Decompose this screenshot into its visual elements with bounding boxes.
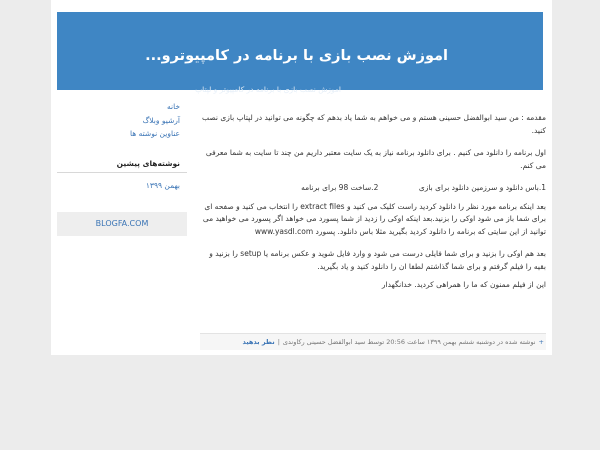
sidebar-link-post-titles[interactable]: عناوین نوشته ها: [130, 129, 180, 138]
post-paragraph: بعد اینکه برنامه مورد نظر را دانلود کردید راست کلیک می کنید و extract files را انتخاب می کنید و صفحه ای برای شما باز می شود اوکی را بزنید.بعد اینکه اوکی را زدید از شما پسورد می خواهد اگر پسورد می خواهید می توانید از این سایتی که برنامه را دانلود کردید بگیرید مثلا باس دانلود. پسورد www.yasdl.com: [202, 201, 546, 236]
sidebar-link-home[interactable]: خانه: [166, 102, 180, 111]
post-footer: [200, 333, 546, 350]
post-paragraph: اول برنامه را دانلود می کنیم . برای دانلود برنامه نیاز به یک سایت معتبر داریم من چند تا سایت به شما معرفی می کنم.: [205, 148, 546, 170]
post-paragraph: مقدمه : من سید ابوالفضل حسینی هستم و می خواهم به شما یاد بدهم که چگونه می توانید در لپتاپ بازی نصب کنید.: [201, 113, 546, 135]
sidebar-link-archive[interactable]: آرشیو وبلاگ: [142, 115, 180, 125]
post-body: [200, 112, 546, 302]
sidebar: [57, 100, 187, 236]
recent-posts-heading: نوشته‌های پیشین: [57, 155, 187, 173]
post-paragraph: این از فیلم ممنون که ما را همراهی کردید. خدانگهدار: [381, 280, 546, 289]
blog-header: [57, 12, 543, 94]
footer-separator: |: [277, 338, 280, 346]
post-paragraph: 1.باس دانلود و سرزمین دانلود برای بازی 2.ساخت 98 برای برنامه: [301, 183, 546, 192]
blog-subtitle: اموزش نصب بازی با برنامه در کامپیوتر و لپتاپ: [195, 85, 341, 94]
comment-link[interactable]: نظر بدهید: [242, 338, 275, 346]
blogfa-link[interactable]: BLOGFA.COM: [57, 212, 187, 236]
archive-month-link[interactable]: بهمن ۱۳۹۹: [145, 180, 180, 190]
post-paragraph: بعد هم اوکی را بزنید و برای شما فایلی درست می شود و وارد فایل شوید و عکس برنامه یا setup را بزنید و بقیه را فیلم گرفتم و برای شما گذاشتم لطفا ان را دانلود کنید و یاد بگیرید.: [209, 249, 546, 271]
plus-icon: +: [538, 338, 544, 346]
post-meta: نوشته شده در دوشنبه ششم بهمن ۱۳۹۹ ساعت 20:56 توسط سید ابوالفضل حسینی رکاوندی: [282, 338, 536, 346]
blog-title[interactable]: اموزش نصب بازی با برنامه در کامپیوترو...: [145, 48, 448, 64]
